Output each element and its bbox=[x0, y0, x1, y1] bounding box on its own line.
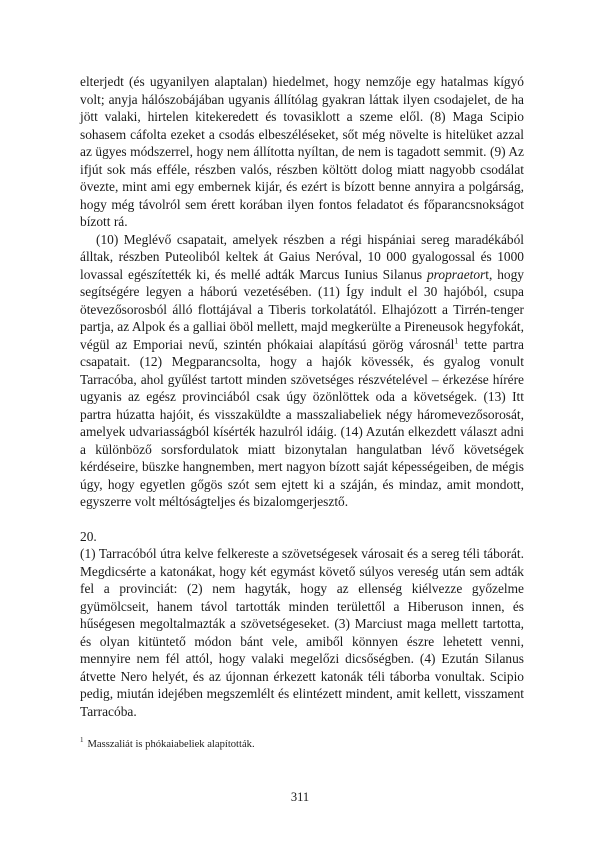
paragraph-text-part: t, hogy segítségére legyen a háború vezetésében. (11) Így indult el 30 hajóból, csupa ötevezősorosból álló flottájával a Tiberis torkolatától. Elhajózott a Tirrén-tenger partja, az Alpok és a galliai öböl mellett, majd megkerülte a Pireneusok hegyfokát, végül az Emporiai nevű, szintén phókaiai alapítású görög városnál bbox=[80, 266, 524, 352]
footnote-text: Masszaliát is phókaiabeliek alapították. bbox=[87, 739, 255, 750]
footnote bbox=[80, 738, 524, 752]
paragraph-text-part: (10) Meglévő csapatait, amelyek részben a régi hispániai sereg maradékából álltak, részben Puteoliból keltek át Gaius Neróval, 10 000 gyalogossal és 1000 lovassal egészítették ki, és mellé adták Marcus Iunius Silanus bbox=[80, 231, 524, 282]
italic-term: propraetor bbox=[426, 266, 486, 282]
footnote-reference[interactable]: 1 bbox=[454, 336, 459, 346]
page-body bbox=[80, 73, 524, 752]
paragraph-chapter-10 bbox=[80, 231, 524, 511]
page-number: 311 bbox=[290, 790, 310, 804]
footnote-mark: 1 bbox=[80, 736, 84, 745]
section-number: 20. bbox=[80, 528, 97, 544]
paragraph-text-part: tette partra csapatait. (12) Megparancsolta, hogy a hajók kövessék, és gyalog vonult Tarracóba, ahol gyűlést tartott minden szövetséges részvételével – érkezése hírére ugyanis az egész provinciából csak úgy özönlöttek oda a követségek. (13) Itt partra húzatta hajóit, és visszaküldte a masszaliabeliek négy háromevezősorosát, amelyek udvariasságból kísérték hazulról idáig. (14) Azután elkezdett választ adni a különböző sorsfordulatok miatt bizonytalan hangulatban lévő követségek kérdéseire, büszke hangnemben, mert nagyon bízott saját képességeiben, de mégis úgy, hogy egyetlen gőgös szót sem ejtett ki a száján, és mindaz, amit mondott, egyszerre volt méltóságteljes és bizalomgerjesztő. bbox=[80, 336, 525, 509]
paragraph-section-20: (1) Tarracóból útra kelve felkereste a szövetségesek városait és a sereg téli táborát. Megdicsérte a katonákat, hogy két egymást követő súlyos vereség után sem adták fel a provinciát: (2) nem hagyták, hogy az ellenség kiélvezze győzelme gyümölcseit, hanem távol tartották minden területtől a Hiberuson innen, és hűségesen megoltalmazták a szövetségeseket. (3) Marciust maga mellett tartotta, és olyan kitüntető módon bánt vele, amiből könnyen észre lehetett venni, mennyire nem fél attól, hogy valaki megelőzi dicsőségben. (4) Ezután Silanus átvette Nero helyét, és az újonnan érkezett katonák téli táborba vonultak. Scipio pedig, miután idejében megszemlélt és elintézett mindent, amit kellett, visszament Tarracóba. bbox=[80, 546, 524, 719]
paragraph-continuation: elterjedt (és ugyanilyen alaptalan) hiedelmet, hogy nemzője egy hatalmas kígyó volt; anyja hálószobájában ugyanis állítólag gyakran láttak ilyen csodajelet, de ha jött valaki, hirtelen kitekeredett és tovasiklott a szeme elől. (8) Maga Scipio sohasem cáfolta ezeket a csodás elbeszéléseket, sőt még növelte is hitelüket azzal az ügyes módszerrel, hogy nem állította nyíltan, de nem is tagadott semmit. (9) Az ifjút sok más efféle, részben valós, részben költött dolog miatt nagyobb csodálat övezte, mint ami egy embernek kijár, és ezért is bízott benne annyira a polgárság, hogy még távolról sem érett korában ilyen fontos feladatot és főparancsnokságot bízott rá. bbox=[80, 74, 524, 229]
